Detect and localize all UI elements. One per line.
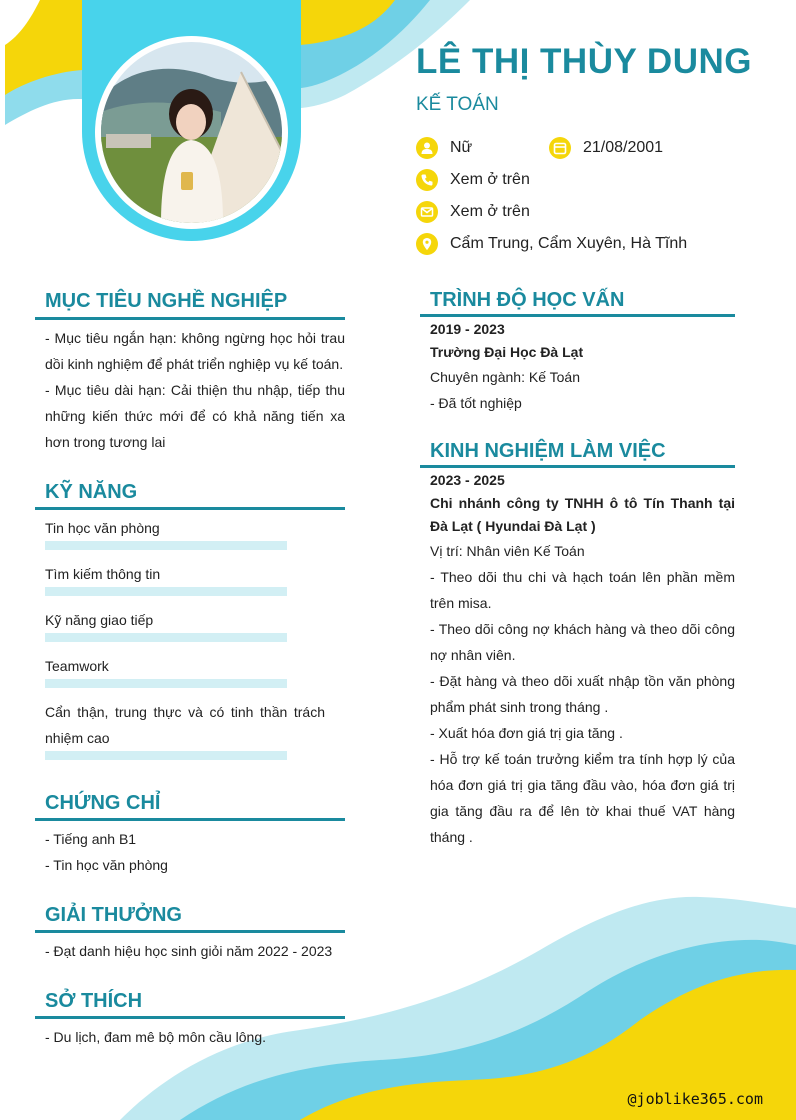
skill-bar xyxy=(45,679,287,688)
experience-header xyxy=(430,469,735,538)
skill-label: Teamwork xyxy=(45,658,109,674)
education-status: - Đã tốt nghiệp xyxy=(430,395,522,411)
list-item: - Tiếng anh B1 xyxy=(45,831,137,847)
list-item: - Đạt danh hiệu học sinh giỏi năm 2022 - 2023 xyxy=(45,943,333,959)
experience-duty: - Hỗ trợ kế toán trưởng kiểm tra tính hợp lý của hóa đơn giá trị gia tăng đầu vào, hóa đơn giá trị gia tăng đầu ra để lên tờ khai thuế VAT hàng tháng . xyxy=(430,751,735,845)
certificates-title: CHỨNG CHỈ xyxy=(45,792,161,814)
candidate-name: LÊ THỊ THÙY DUNG xyxy=(416,42,752,81)
objective-rule xyxy=(35,317,345,320)
education-title: TRÌNH ĐỘ HỌC VẤN xyxy=(430,289,625,311)
objective-title: MỤC TIÊU NGHỀ NGHIỆP xyxy=(45,290,288,312)
hobbies-rule xyxy=(35,1016,345,1019)
location-pin-icon xyxy=(416,233,438,255)
education-details xyxy=(430,364,735,416)
awards-title: GIẢI THƯỞNG xyxy=(45,904,182,926)
objective-text xyxy=(45,325,345,455)
email-row xyxy=(416,201,530,223)
education-rule xyxy=(420,314,735,317)
hobbies-list xyxy=(45,1024,345,1050)
skill-bar xyxy=(45,587,287,596)
skill-label: Cẩn thận, trung thực và có tinh thần trách nhiệm cao xyxy=(45,704,325,746)
certificates-rule xyxy=(35,818,345,821)
birthday-row xyxy=(549,137,663,159)
skill-bar xyxy=(45,541,287,550)
experience-position: Vị trí: Nhân viên Kế Toán xyxy=(430,543,585,559)
experience-rule xyxy=(420,465,735,468)
experience-company: Chi nhánh công ty TNHH ô tô Tín Thanh tại Đà Lạt ( Hyundai Đà Lạt ) xyxy=(430,495,735,534)
gender-value: Nữ xyxy=(450,139,473,156)
awards-rule xyxy=(35,930,345,933)
birthday-value: 21/08/2001 xyxy=(583,139,664,156)
experience-duty: - Theo dõi công nợ khách hàng và theo dõi công nợ nhân viên. xyxy=(430,621,735,663)
experience-title: KINH NGHIỆM LÀM VIỆC xyxy=(430,440,666,462)
skill-bar xyxy=(45,633,287,642)
mail-icon xyxy=(416,201,438,223)
objective-short-term: - Mục tiêu ngắn hạn: không ngừng học hỏi trau dồi kinh nghiệm để phát triển nghiệp vụ kế toán. xyxy=(45,330,345,372)
certificates-list xyxy=(45,826,345,878)
phone-icon xyxy=(416,169,438,191)
list-item: - Du lịch, đam mê bộ môn cầu lông. xyxy=(45,1029,266,1045)
gender-row xyxy=(416,137,472,159)
experience-period: 2023 - 2025 xyxy=(430,472,505,488)
watermark: @joblike365.com xyxy=(627,1090,763,1108)
job-title: KẾ TOÁN xyxy=(416,94,499,115)
skills-title: KỸ NĂNG xyxy=(45,481,138,503)
education-major: Chuyên ngành: Kế Toán xyxy=(430,369,580,385)
experience-duty: - Xuất hóa đơn giá trị gia tăng . xyxy=(430,725,623,741)
phone-row xyxy=(416,169,530,191)
profile-photo xyxy=(101,42,282,223)
calendar-icon xyxy=(549,137,571,159)
list-item: - Tin học văn phòng xyxy=(45,857,168,873)
address-value: Cẩm Trung, Cẩm Xuyên, Hà Tĩnh xyxy=(450,235,688,252)
education-period-value: 2019 - 2023 xyxy=(430,321,505,337)
skill-label: Kỹ năng giao tiếp xyxy=(45,612,154,628)
skill-label: Tìm kiếm thông tin xyxy=(45,566,161,582)
person-icon xyxy=(416,137,438,159)
address-row xyxy=(416,233,687,255)
skill-bar xyxy=(45,751,287,760)
experience-details xyxy=(430,538,735,850)
skill-label: Tin học văn phòng xyxy=(45,520,160,536)
education-school: Trường Đại Học Đà Lạt xyxy=(430,344,584,360)
email-value: Xem ở trên xyxy=(450,203,530,220)
experience-duty: - Theo dõi thu chi và hạch toán lên phần mềm trên misa. xyxy=(430,569,735,611)
education-period xyxy=(430,318,735,364)
objective-long-term: - Mục tiêu dài hạn: Cải thiện thu nhập, tiếp thu những kiến thức mới để có khả năng tiến xa hơn trong tương lai xyxy=(45,382,345,450)
phone-value: Xem ở trên xyxy=(450,171,530,188)
hobbies-title: SỞ THÍCH xyxy=(45,990,143,1012)
skills-rule xyxy=(35,507,345,510)
experience-duty: - Đặt hàng và theo dõi xuất nhập tồn văn phòng phẩm phát sinh trong tháng . xyxy=(430,673,735,715)
awards-list xyxy=(45,938,345,964)
